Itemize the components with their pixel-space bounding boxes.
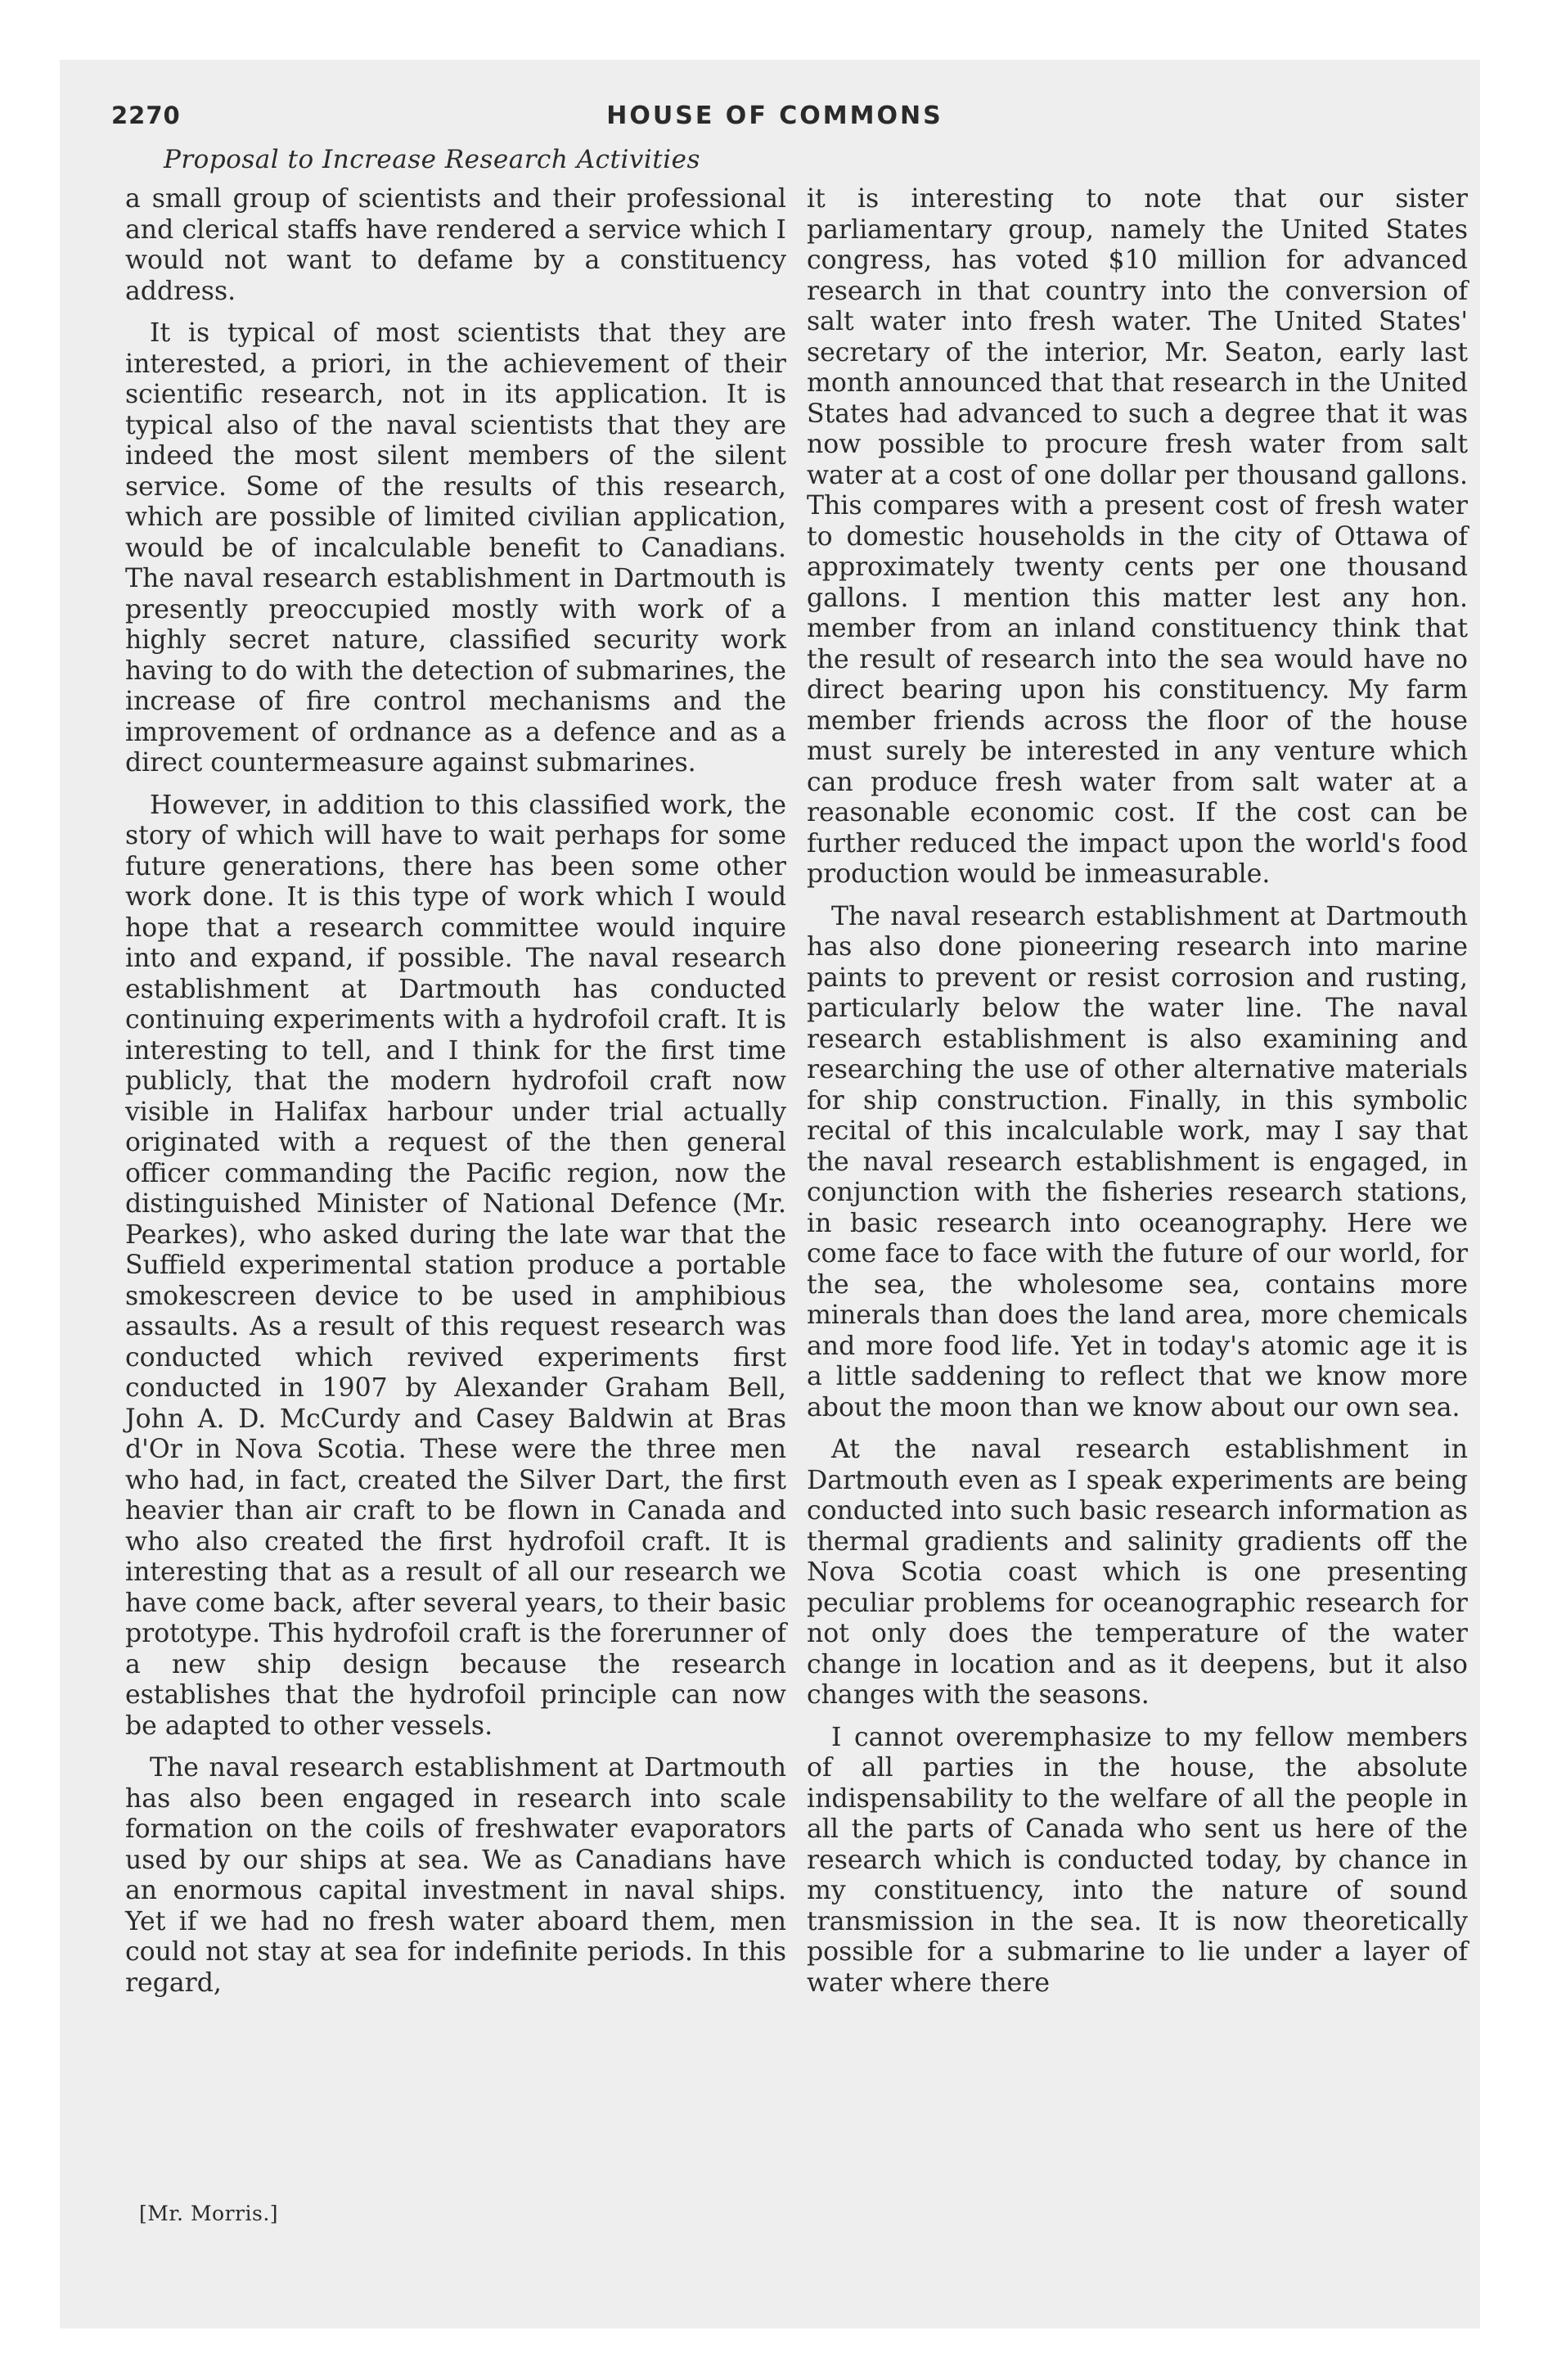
left-column [125, 184, 786, 2010]
left-paragraph-2: It is typical of most scientists that they are interested, a priori, in the achievement of their scientific research, not in its application. It is typical also of the naval scientists that they are indeed the most silent members of the silent service. Some of the results of this research, which are possible of limited civilian application, would be of incalculable benefit to Canadians. The naval research establishment in Dartmouth is presently preoccupied mostly with work of a highly secret nature, classified security work having to do with the detection of submarines, the increase of fire control mechanisms and the improvement of ordnance as a defence and as a direct countermeasure against submarines. [125, 318, 786, 778]
journal-title: HOUSE OF COMMONS [606, 101, 943, 130]
running-head [111, 101, 1438, 141]
left-paragraph-1: a small group of scientists and their professional and clerical staffs have rendered a service which I would not want to defame by a constituency address. [125, 184, 786, 306]
left-paragraph-3: However, in addition to this classified work, the story of which will have to wait perhaps for some future generations, there has been some other work done. It is this type of work which I would hope that a research committee would inquire into and expand, if possible. The naval research establishment at Dartmouth has conducted continuing experiments with a hydrofoil craft. It is interesting to tell, and I think for the first time publicly, that the modern hydrofoil craft now visible in Halifax harbour under trial actually originated with a request of the then general officer commanding the Pacific region, now the distinguished Minister of National Defence (Mr. Pearkes), who asked during the late war that the Suffield experimental station produce a portable smokescreen device to be used in amphibious assaults. As a result of this request research was conducted which revived experiments first conducted in 1907 by Alexander Graham Bell, John A. D. McCurdy and Casey Baldwin at Bras d'Or in Nova Scotia. These were the three men who had, in fact, created the Silver Dart, the first heavier than air craft to be flown in Canada and who also created the first hydrofoil craft. It is interesting that as a result of all our research we have come back, after several years, to their basic prototype. This hydrofoil craft is the forerunner of a new ship design because the research establishes that the hydrofoil principle can now be adapted to other vessels. [125, 790, 786, 1741]
right-paragraph-4: I cannot overemphasize to my fellow members of all parties in the house, the absolute indispensability to the welfare of all the people in all the parts of Canada who sent us here of the research which is conducted today, by chance in my constituency, into the nature of sound transmission in the sea. It is now theoretically possible for a submarine to lie under a layer of water where there [807, 1722, 1468, 1998]
right-paragraph-2: The naval research establishment at Dartmouth has also done pioneering research into marine paints to prevent or resist corrosion and rusting, particularly below the water line. The naval research establishment is also examining and researching the use of other alternative materials for ship construction. Finally, in this symbolic recital of this incalculable work, may I say that the naval research establishment is engaged, in conjunction with the fisheries research stations, in basic research into oceanography. Here we come face to face with the future of our world, for the sea, the wholesome sea, contains more minerals than does the land area, more chemicals and more food life. Yet in today's atomic age it is a little saddening to reflect that we know more about the moon than we know about our own sea. [807, 901, 1468, 1422]
page-number: 2270 [111, 101, 181, 129]
right-paragraph-1: it is interesting to note that our sister parliamentary group, namely the United States congress, has voted $10 million for advanced research in that country into the conversion of salt water into fresh water. The United States' secretary of the interior, Mr. Seaton, early last month announced that that research in the United States had advanced to such a degree that it was now possible to procure fresh water from salt water at a cost of one dollar per thousand gallons. This compares with a present cost of fresh water to domestic households in the city of Ottawa of approximately twenty cents per one thousand gallons. I mention this matter lest any hon. member from an inland constituency think that the result of research into the sea would have no direct bearing upon his constituency. My farm member friends across the floor of the house must surely be interested in any venture which can produce fresh water from salt water at a reasonable economic cost. If the cost can be further reduced the impact upon the world's food production would be inmeasurable. [807, 184, 1468, 889]
section-title: Proposal to Increase Research Activities [164, 145, 700, 174]
right-column [807, 184, 1468, 2010]
speaker-attribution: [Mr. Morris.] [139, 2202, 279, 2225]
right-paragraph-3: At the naval research establishment in Dartmouth even as I speak experiments are being conducted into such basic research information as thermal gradients and salinity gradients off the Nova Scotia coast which is one presenting peculiar problems for oceanographic research for not only does the temperature of the water change in location and as it deepens, but it also changes with the seasons. [807, 1435, 1468, 1710]
left-paragraph-4: The naval research establishment at Dartmouth has also been engaged in research into scale formation on the coils of freshwater evaporators used by our ships at sea. We as Canadians have an enormous capital investment in naval ships. Yet if we had no fresh water aboard them, men could not stay at sea for indefinite periods. In this regard, [125, 1753, 786, 1998]
